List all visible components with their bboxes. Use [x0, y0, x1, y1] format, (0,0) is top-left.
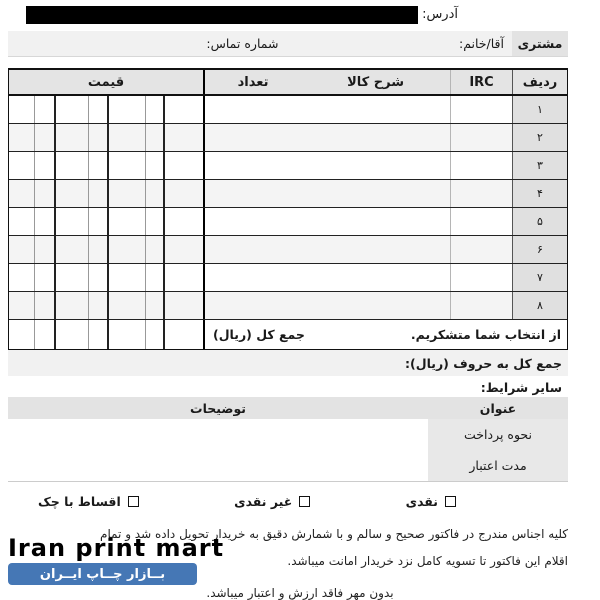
- price-digit-cell: [107, 292, 145, 319]
- table-row: [9, 96, 567, 124]
- price-digit-cell: [9, 292, 34, 319]
- total-in-words-label: جمع کل به حروف (ریال):: [405, 355, 562, 371]
- table-row: [9, 264, 567, 292]
- price-digit-cell: [34, 292, 54, 319]
- grand-total-price-boxes: [9, 320, 203, 349]
- footer-line-1: کلیه اجناس مندرج در فاکتور صحیح و سالم و با شمارش دقیق به خریدار تحویل داده شد و تمام: [100, 527, 568, 541]
- customer-label: مشتری: [512, 31, 568, 56]
- address-redacted-bar: [26, 6, 418, 24]
- price-digit-cell: [54, 180, 88, 207]
- table-row: [9, 292, 567, 320]
- table-row: [9, 236, 567, 264]
- other-terms-label: سایر شرایط:: [480, 379, 562, 395]
- row-number: ۴: [512, 180, 567, 207]
- other-terms-row: [8, 378, 568, 396]
- irc-cell: [450, 292, 512, 319]
- price-digit-cell: [34, 124, 54, 151]
- payment-method-label: نحوه پرداخت: [428, 419, 568, 450]
- price-digit-cell: [163, 264, 203, 291]
- description-cell: [203, 292, 450, 319]
- price-digit-cell: [107, 236, 145, 263]
- price-digit-cell: [9, 264, 34, 291]
- price-digit-cell: [34, 236, 54, 263]
- price-digit-cell: [145, 264, 163, 291]
- row-number: ۲: [512, 124, 567, 151]
- price-digit-cell: [163, 124, 203, 151]
- price-digit-cell: [145, 152, 163, 179]
- description-cell: [203, 96, 450, 123]
- row-number: ۶: [512, 236, 567, 263]
- irc-cell: [450, 264, 512, 291]
- description-cell: [203, 264, 450, 291]
- items-table: [8, 68, 568, 351]
- price-digit-cell: [107, 208, 145, 235]
- table-row: [9, 152, 567, 180]
- price-digit-cell: [34, 264, 54, 291]
- price-cell: [9, 180, 203, 207]
- price-digit-cell: [88, 264, 107, 291]
- terms-desc-header: توضیحات: [190, 400, 246, 416]
- payment-method-value: [8, 419, 428, 450]
- price-digit-cell: [88, 292, 107, 319]
- description-cell: [203, 152, 450, 179]
- price-cell: [9, 208, 203, 235]
- cash-label: نقدی: [405, 493, 438, 509]
- option-cash: [406, 494, 456, 509]
- price-digit-cell: [9, 96, 34, 123]
- terms-header: [8, 397, 568, 419]
- watermark-badge: بــازار چــاپ ایــران: [8, 563, 197, 585]
- row-number: ۱: [512, 96, 567, 123]
- price-digit-cell: [145, 236, 163, 263]
- price-digit-cell: [145, 208, 163, 235]
- price-digit-cell: [54, 236, 88, 263]
- price-cell: [9, 236, 203, 263]
- price-digit-cell: [88, 152, 107, 179]
- price-cell: [9, 124, 203, 151]
- price-digit-cell: [107, 320, 145, 349]
- cash-checkbox[interactable]: [445, 496, 456, 507]
- irc-cell: [450, 180, 512, 207]
- terms-section: [8, 397, 568, 482]
- header-description: شرح کالا: [347, 74, 404, 90]
- total-row: [9, 320, 567, 349]
- price-digit-cell: [163, 96, 203, 123]
- price-digit-cell: [145, 180, 163, 207]
- terms-title-header: عنوان: [479, 400, 517, 416]
- price-digit-cell: [88, 180, 107, 207]
- footer-line-3: بدون مهر فاقد ارزش و اعتبار میباشد.: [206, 586, 394, 600]
- description-cell: [203, 180, 450, 207]
- price-digit-cell: [88, 208, 107, 235]
- address-label: آدرس:: [422, 7, 458, 22]
- watermark-english: Iran print mart: [8, 534, 225, 562]
- price-digit-cell: [88, 236, 107, 263]
- price-digit-cell: [9, 236, 34, 263]
- option-non-cash: [234, 494, 310, 509]
- price-digit-cell: [54, 320, 88, 349]
- customer-name-label: آقا/خانم:: [458, 36, 504, 51]
- terms-row-payment: [8, 419, 568, 450]
- header-quantity: تعداد: [237, 74, 269, 90]
- price-digit-cell: [54, 96, 88, 123]
- price-digit-cell: [54, 208, 88, 235]
- price-digit-cell: [163, 180, 203, 207]
- irc-cell: [450, 96, 512, 123]
- price-digit-cell: [54, 124, 88, 151]
- price-digit-cell: [34, 320, 54, 349]
- price-digit-cell: [88, 320, 107, 349]
- installment-label: اقساط با چک: [38, 493, 121, 509]
- price-digit-cell: [34, 96, 54, 123]
- price-digit-cell: [145, 292, 163, 319]
- header-irc: IRC: [450, 70, 512, 94]
- price-digit-cell: [9, 208, 34, 235]
- price-cell: [9, 152, 203, 179]
- price-cell: [9, 96, 203, 123]
- non-cash-label: غیر نقدی: [234, 493, 293, 509]
- non-cash-checkbox[interactable]: [299, 496, 310, 507]
- price-digit-cell: [145, 96, 163, 123]
- grand-total-label: جمع کل (ریال): [213, 327, 305, 342]
- price-digit-cell: [54, 152, 88, 179]
- validity-period-label: مدت اعتبار: [428, 450, 568, 481]
- price-digit-cell: [34, 180, 54, 207]
- footer-line-2: اقلام این فاکتور تا تسویه کامل نزد خریدار امانت میباشد.: [287, 554, 568, 568]
- price-digit-cell: [88, 96, 107, 123]
- payment-options-row: [8, 492, 568, 510]
- row-number: ۷: [512, 264, 567, 291]
- price-digit-cell: [107, 152, 145, 179]
- thanks-text: از انتخاب شما متشکریم.: [410, 327, 561, 342]
- price-digit-cell: [54, 292, 88, 319]
- row-number: ۵: [512, 208, 567, 235]
- price-digit-cell: [9, 124, 34, 151]
- price-digit-cell: [145, 124, 163, 151]
- price-digit-cell: [34, 152, 54, 179]
- irc-cell: [450, 124, 512, 151]
- option-installment: [38, 494, 139, 509]
- header-price: قیمت: [87, 74, 125, 90]
- price-digit-cell: [107, 264, 145, 291]
- price-digit-cell: [163, 292, 203, 319]
- customer-phone-label: شماره تماس:: [206, 36, 279, 51]
- items-rows: [9, 96, 567, 320]
- price-digit-cell: [9, 320, 34, 349]
- description-cell: [203, 236, 450, 263]
- row-number: ۳: [512, 152, 567, 179]
- customer-row: [8, 31, 568, 57]
- irc-cell: [450, 208, 512, 235]
- price-digit-cell: [107, 124, 145, 151]
- price-digit-cell: [145, 320, 163, 349]
- installment-checkbox[interactable]: [128, 496, 139, 507]
- table-row: [9, 208, 567, 236]
- price-digit-cell: [107, 180, 145, 207]
- total-in-words-row: [8, 350, 568, 376]
- price-digit-cell: [54, 264, 88, 291]
- items-table-header: [9, 70, 567, 96]
- table-row: [9, 180, 567, 208]
- description-cell: [203, 124, 450, 151]
- row-number: ۸: [512, 292, 567, 319]
- price-digit-cell: [163, 320, 203, 349]
- price-digit-cell: [34, 208, 54, 235]
- price-digit-cell: [107, 96, 145, 123]
- price-digit-cell: [163, 152, 203, 179]
- price-digit-cell: [163, 236, 203, 263]
- price-digit-cell: [9, 180, 34, 207]
- irc-cell: [450, 236, 512, 263]
- price-digit-cell: [163, 208, 203, 235]
- price-cell: [9, 292, 203, 319]
- header-row-number: ردیف: [512, 70, 567, 94]
- price-cell: [9, 264, 203, 291]
- terms-row-validity: [8, 450, 568, 481]
- price-digit-cell: [9, 152, 34, 179]
- price-digit-cell: [88, 124, 107, 151]
- validity-period-value: [8, 450, 428, 481]
- description-cell: [203, 208, 450, 235]
- table-row: [9, 124, 567, 152]
- address-row: [8, 4, 568, 25]
- irc-cell: [450, 152, 512, 179]
